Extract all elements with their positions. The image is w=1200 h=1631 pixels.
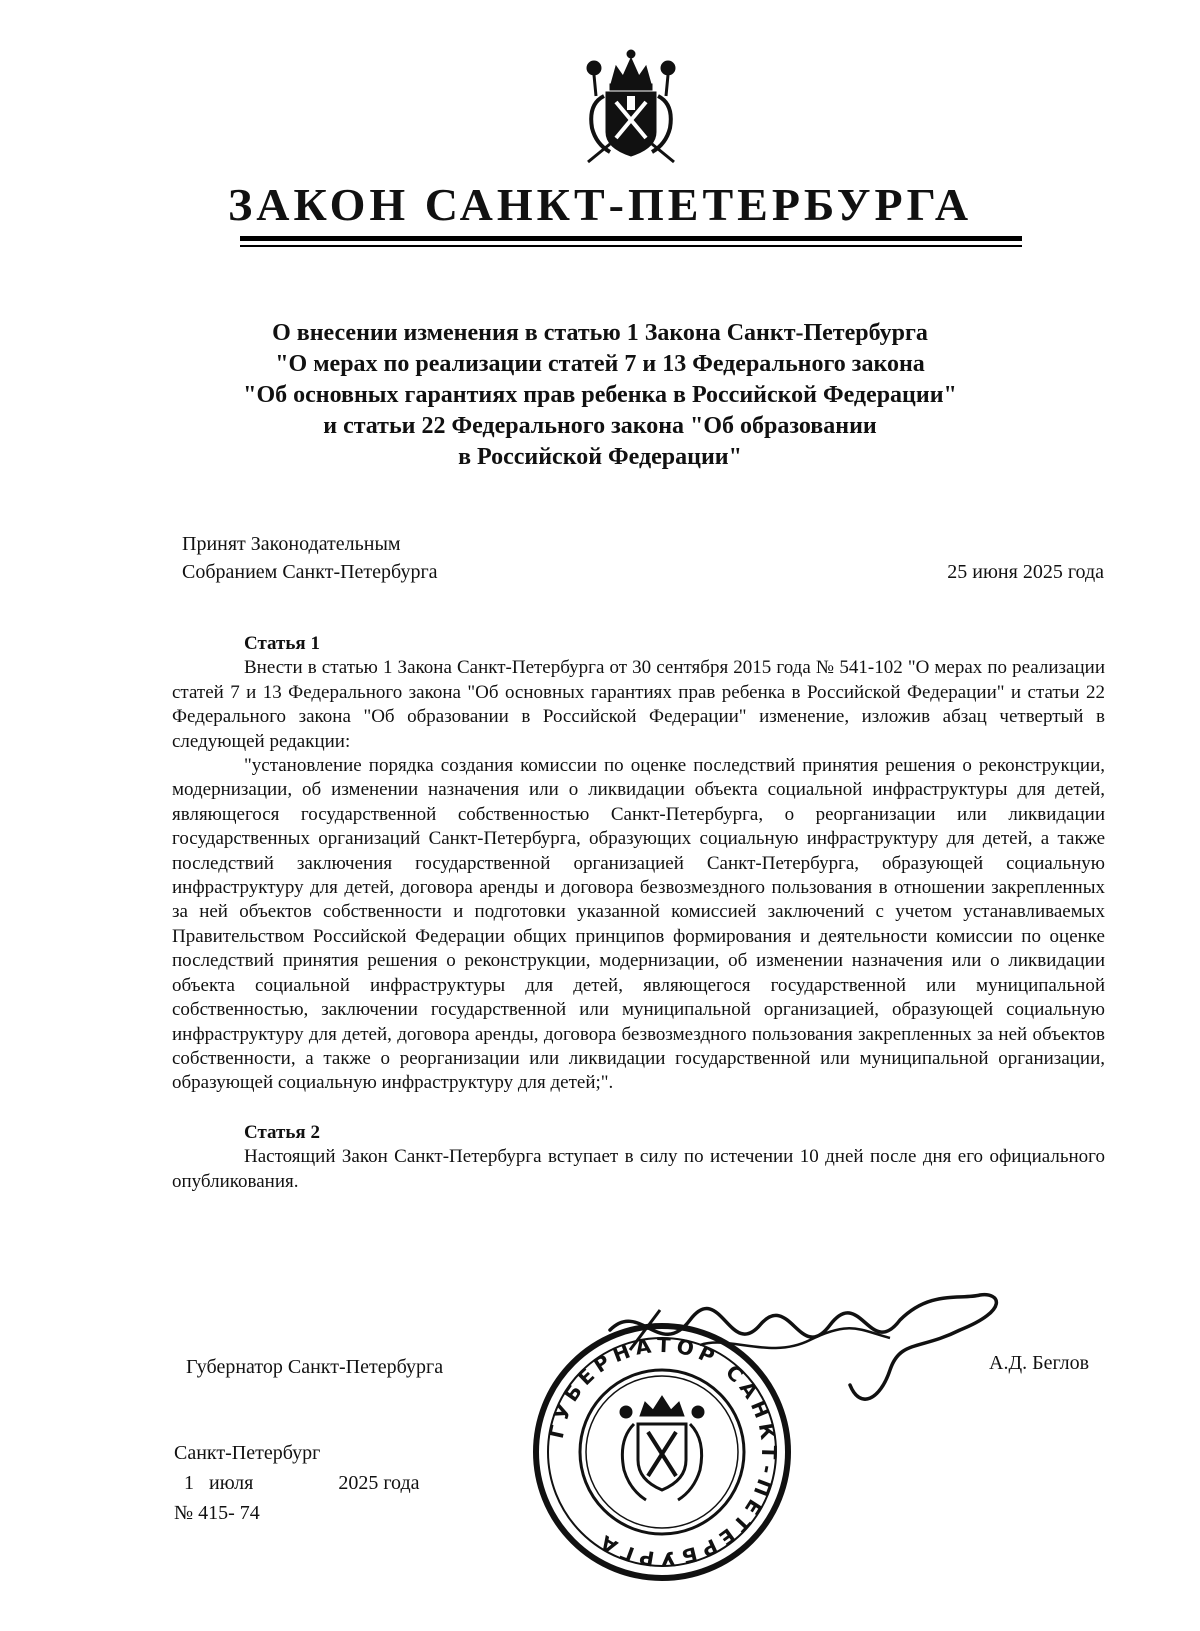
law-heading-line: в Российской Федерации" [458,444,742,470]
article-2-title: Статья 2 [244,1121,320,1143]
issue-number: № 415- 74 [174,1502,260,1524]
issue-date [174,1468,420,1498]
adopted-by [182,530,438,586]
law-heading-line: и статьи 22 Федерального закона "Об образовании [323,413,877,439]
article-1-intro: Внести в статью 1 Закона Санкт-Петербурга от 30 сентября 2015 года № 541-102 "О мерах по реализации статей 7 и 13 Федерального закона "Об основных гарантиях прав ребенка в Российской Федерации" и статьи 22 Федерального закона "Об образовании в Российской Федерации" изменение, изложив абзац четвертый в следующей редакции: [172,657,1105,752]
title-rule-thick [240,236,1022,241]
issue-year: 2025 года [338,1472,420,1494]
issue-place: Санкт-Петербург [174,1442,321,1464]
seal-text: ГУБЕРНАТОР САНКТ-ПЕТЕРБУРГА [543,1332,782,1572]
document-title: ЗАКОН САНКТ-ПЕТЕРБУРГА [227,179,973,230]
title-rule-thin [240,245,1022,247]
article-1-quote: "установление порядка создания комиссии по оценке последствий принятия решения о реконструкции, модернизации, об изменении назначения или о ликвидации объекта социальной инфраструктуры для детей, являющегося государственной собственностью Санкт-Петербурга, о реорганизации или ликвидации государственных организаций Санкт-Петербурга, образующих социальную инфраструктуру для детей, а также последствий заключения государственной организацией Санкт-Петербурга, образующей социальную инфраструктуру для детей, договора аренды и договора безвозмездного пользования в отношении закрепленных за ней объектов собственности и подготовки указанной комиссией заключений с учетом устанавливаемых Правительством Российской Федерации общих принципов формирования и деятельности комиссии по оценке последствий принятия решения о реконструкции, модернизации, об изменении назначения или о ликвидации объекта социальной инфраструктуры для детей, являющегося государственной или муниципальной собственностью, заключении государственной или муниципальной организацией, образующей социальную инфраструктуру для детей, договора аренды, договора безвозмездного пользования закрепленных за ней объектов собственности, а также о реорганизации или ликвидации государственной или муниципальной организации, образующей социальную инфраструктуру для детей;". [172,755,1105,1094]
issue-day: 1 [184,1472,194,1494]
law-heading-line: О внесении изменения в статью 1 Закона Санкт-Петербурга [272,320,928,346]
adopted-by-line: Собранием Санкт-Петербурга [182,561,438,583]
issue-month: июля [209,1472,254,1494]
handwritten-signature [600,1290,1020,1420]
coat-of-arms-emblem [566,44,696,174]
law-body [172,632,1105,1194]
signatory-position: Губернатор Санкт-Петербурга [186,1356,444,1378]
article-2-text: Настоящий Закон Санкт-Петербурга вступает в силу по истечении 10 дней после дня его официального опубликования. [172,1146,1105,1192]
law-heading-line: "Об основных гарантиях прав ребенка в Российской Федерации" [243,382,957,408]
adoption-date: 25 июня 2025 года [947,561,1104,583]
issue-details [174,1438,420,1528]
adopted-by-line: Принят Законодательным [182,533,401,555]
law-heading-line: "О мерах по реализации статей 7 и 13 Федерального закона [275,351,925,377]
law-heading [150,318,1050,473]
signatory-name: А.Д. Беглов [989,1352,1090,1374]
article-1-title: Статья 1 [244,633,320,654]
